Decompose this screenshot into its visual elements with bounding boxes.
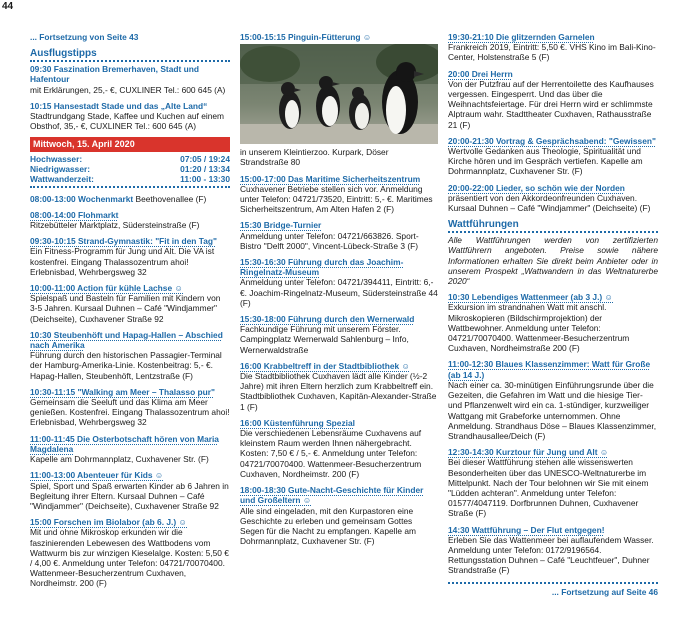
list-item [448, 183, 658, 214]
event-body: Spiel, Sport und Spaß erwarten Kinder ab 6 Jahren in Begleitung ihrer Eltern. Kursaal Duhnen – Café "Windjammer" (Deichseite), Cuxhavener Straße 92 [30, 480, 229, 511]
list-item [30, 236, 230, 277]
event-body: Mit und ohne Mikroskop erkunden wir die faszinierenden Lebewesen des Wattbodens vom Wattwurm bis zur winzigen Kieselalge. Kosten: 5,50 € / 4,00 €. Anmeldung unter Telefon: 04721/70070400. Wattenmeer-Besucherzentrum Cuxhaven, Nordheimstr. 200 (F) [30, 527, 229, 589]
event-body: Ein Fitness-Programm für Jung und Alt. Die VA ist kostenfrei. Eingang Thalassozentrum ahoi! Erlebnisbad, Wehrbergsweg 32 [30, 246, 215, 277]
list-item [240, 257, 438, 308]
list-item [448, 525, 658, 576]
list-item [240, 32, 438, 168]
event-body: mit Erklärungen, 25,- €, CUXLINER Tel.: 600 645 (A) [30, 84, 226, 95]
event-body: Gemeinsam die Seeluft und das Klima am Meer genießen. Kostenfrei. Eingang Thalassozentrum ahoi! Erlebnisbad, Wehrbergsweg 32 [30, 397, 230, 428]
tide-value: 01:20 / 13:34 [180, 163, 230, 174]
event-body: Cuxhavener Betriebe stellen sich vor. Anmeldung unter Telefon: 04721/73520, Eintritt: 5,- €. Maritimes Sicherheitszentrum, Am Alten Hafen 2 (F) [240, 183, 433, 215]
list-item [30, 283, 230, 324]
event-title: 16:00 Krabbeltreff in der Stadtbibliothek ☺ [240, 360, 411, 371]
event-title: 09:30 Faszination Bremerhaven, Stadt und Hafentour [30, 64, 199, 85]
event-body: Ritzebütteler Marktplatz, Südersteinstraße (F) [30, 220, 200, 231]
event-title: 12:30-14:30 Kurztour für Jung und Alt ☺ [448, 447, 609, 458]
list-item [240, 314, 438, 355]
event-title: 15:30-18:00 Führung durch den Wernerwald [240, 314, 415, 325]
list-item [30, 387, 230, 428]
event-body: Kapelle am Dohrmannplatz, Cuxhavener Str. (F) [30, 454, 209, 465]
event-title: 18:00-18:30 Gute-Nacht-Geschichte für Kinder und Großeltern ☺ [240, 485, 424, 506]
event-body: Exkursion im strandnahen Watt mit anschl. Mikroskopieren (Bildschirmprojektion) der Wattbewohner. Anmeldung unter Telefon: 04721/70070400. Wattenmeer-Besucherzentrum Cuxhaven, Nordheimstraße 200 (F) [448, 302, 630, 354]
event-body: Spielspaß und Basteln für Familien mit Kindern von 3-5 Jahren. Kursaal Duhnen – Café "Windjammer" (Deichseite), Cuxhavener Straße 92 [30, 293, 221, 324]
tide-label: Wattwanderzeit: [30, 173, 94, 184]
list-item [448, 32, 658, 63]
list-item [30, 64, 230, 95]
section-wattfuehrungen: Wattführungen [448, 219, 658, 233]
tide-label: Niedrigwasser: [30, 163, 91, 174]
list-item [30, 210, 230, 230]
event-title: 11:00-11:45 Die Osterbotschaft hören von Maria Magdalena [30, 433, 219, 454]
list-item [448, 447, 658, 518]
event-body: Wertvolle Gedanken aus Theologie, Spiritualität und Kirche hören und im Gespräch vertiefen. Kapelle am Dohrmannplatz, Cuxhavener Str. (F) [448, 146, 643, 177]
list-item [240, 220, 438, 251]
event-title: 14:30 Wattführung – Der Flut entgegen! [448, 524, 605, 535]
list-item [240, 418, 438, 479]
event-title: 10:15 Hansestadt Stade und das „Alte Land“ [30, 100, 208, 111]
column-2 [240, 32, 438, 552]
event-title: 10:30 Lebendiges Wattenmeer (ab 3 J.) ☺ [448, 292, 614, 303]
section-ausflugstipps: Ausflugstipps [30, 48, 230, 62]
event-body: Fachkundige Führung mit unserem Förster. Campingplatz Wernerwald Sahlenburg – Info, Wernerwaldstraße [240, 324, 409, 355]
table-row [30, 164, 230, 174]
event-body: Stadtrundgang Stade, Kaffee und Kuchen auf einem Obsthof, 35,- €, CUXLINER Tel.: 600 645 (A) [30, 111, 225, 132]
event-body: Beethovenallee (F) [135, 193, 207, 204]
event-title: 08:00-13:00 Wochenmarkt [30, 193, 134, 204]
event-title: 08:00-14:00 Flohmarkt [30, 209, 119, 220]
table-row [30, 154, 230, 164]
tide-label: Hochwasser: [30, 153, 83, 164]
tides-table [30, 154, 230, 188]
continuation-from[interactable]: ... Fortsetzung von Seite 43 [30, 32, 139, 42]
column-3 [448, 32, 658, 597]
event-title: 15:00-17:00 Das Maritime Sicherheitszentrum [240, 173, 421, 184]
list-item [30, 194, 230, 204]
event-body: Frankreich 2019, Eintritt: 5,50 €. VHS Kino im Bali-Kino-Center, Holstenstraße 5 (F) [448, 42, 656, 63]
date-header: Mittwoch, 15. April 2020 [30, 137, 230, 151]
event-body: präsentiert von den Akkordeonfreunden Cuxhaven. Kursaal Duhnen – Café "Windjammer" (Deichseite) (F) [448, 192, 651, 214]
event-title: 20:00-21:30 Vortrag & Gesprächsabend: "Gewissen" [448, 135, 656, 146]
event-body: Anmeldung unter Telefon: 04721/394411, Eintritt: 6,- €. Joachim-Ringelnatz-Museum, Südersteinstraße 44 (F) [240, 277, 438, 308]
list-item [30, 330, 230, 381]
table-row [30, 174, 230, 184]
event-title: 15:30 Bridge-Turnier [240, 220, 322, 231]
event-title: 10:00-11:00 Action für kühle Lachse ☺ [30, 283, 183, 294]
penguins-photo [240, 44, 438, 144]
event-title: 11:00-13:00 Abenteuer für Kids ☺ [30, 470, 164, 481]
event-title: 15:30-16:30 Führung durch das Joachim-Ringelnatz-Museum [240, 257, 404, 278]
event-title: 15:00-15:15 Pinguin-Fütterung ☺ [240, 32, 372, 42]
event-body: Bei dieser Wattführung stehen alle wissenswerten Besonderheiten über das UNESCO-Weltnaturerbe im Mittelpunkt. Nach der Tour belohnen wir Sie mit einem "Lüdden achteran". Anmeldung unter Telefon: 01577/4047119. Dorfbrunnen Duhnen, Cuxhavener Straße (F) [448, 457, 649, 519]
list-item [240, 485, 438, 546]
event-body: Führung durch den historischen Passagier-Terminal der Hamburg-Amerika-Linie. Kostenbeitrag: 5,- €. Hapag-Hallen, Steubenhöft, Lentzstraße (F) [30, 350, 222, 381]
tide-value: 07:05 / 19:24 [180, 153, 230, 164]
list-item [30, 434, 230, 465]
event-body: Die Stadtbibliothek Cuxhaven lädt alle Kinder (½-2 Jahre) mit ihren Eltern herzlich zum Krabbeltreff ein. Stadtbibliothek Cuxhaven, Kapitän-Alexander-Straße 1 (F) [240, 371, 437, 412]
page-number: 44 [2, 1, 14, 12]
list-item [30, 470, 230, 511]
event-title: 09:30-10:15 Strand-Gymnastik: "Fit in den Tag" [30, 236, 217, 247]
event-title: 11:00-12:30 Blaues Klassenzimmer: Watt für Große (ab 14 J.) [448, 359, 651, 380]
list-item [448, 359, 658, 441]
event-body: Erleben Sie das Wattenmeer bei auflaufendem Wasser. Anmeldung unter Telefon: 0172/9196564. Rettungsstation Duhnen – Café "Leuchtfeuer", Duhner Strandstraße (F) [448, 534, 654, 576]
event-title: 20:00 Drei Herrn [448, 68, 513, 79]
event-body: Anmeldung unter Telefon: 04721/663826. Sport-Bistro "Delft 2000", Vincent-Lübeck-Straße 3 (F) [240, 230, 419, 251]
event-title: 10:30-11:15 "Walking am Meer – Thalasso pur" [30, 386, 215, 397]
event-title: 20:00-22:00 Lieder, so schön wie der Norden [448, 182, 625, 193]
event-title: 19:30-21:10 Die glitzernden Garnelen [448, 32, 595, 42]
section-intro: Alle Wattführungen werden von zertifizierten Wattführern angeboten. Preise sowie nähere Informationen erhalten Sie direkt beim Anbieter oder in unserem Prospekt „Wattwandern in das Weltnaturerbe 2020“ [448, 235, 658, 287]
event-body: Die verschiedenen Lebensräume Cuxhavens auf kleinstem Raum werden Ihnen nähergebracht. Kosten: 7,50 € / 5,- €. Anmeldung unter Telefon: 04721/70070400. Wattenmeer-Besucherzentrum Cuxhaven, Nordheimstr. 200 (F) [240, 428, 422, 479]
event-body: Von der Putzfrau auf der Herrentoilette des Kaufhauses vergessen. Eingesperrt. Und das über die Weihnachtsfeiertage. Für drei Herrn wird er schlimmste Alptraum wahr. Stadttheater Cuxhaven, Rathausstraße 21 (F) [448, 78, 654, 130]
event-body: Alle sind eingeladen, mit den Kurpastoren eine Geschichte zu erleben und gemeinsam Gottes Segen für die Nacht zu empfangen. Kapelle am Dohrmannplatz, Cuxhavener Str. (F) [240, 505, 416, 547]
list-item [240, 174, 438, 215]
event-title: 10:30 Steubenhöft und Hapag-Hallen – Abschied nach Amerika [30, 329, 223, 351]
list-item [30, 101, 230, 132]
list-item [448, 136, 658, 177]
list-item [240, 361, 438, 412]
event-body: Nach einer ca. 30-minütigen Einführungsrunde über die Gezeiten, die Gefahren im Watt und die hiesige Tier- und Pflanzenwelt wird ein ca. 1-stündiger, kurzweiliger Wattgang mit Grabeforke unternommen. Ohne Anmeldung. Strandhaus Döse – Blaues Klassenzimmer, Strandhausallee/Deich (F) [448, 379, 657, 441]
tide-value: 11:00 - 13:30 [180, 173, 230, 184]
event-title: 15:00 Forschen im Biolabor (ab 6. J.) ☺ [30, 517, 188, 528]
event-body: in unserem Kleintierzoo. Kurpark, Döser Strandstraße 80 [240, 147, 389, 168]
event-title: 16:00 Küstenführung Spezial [240, 417, 355, 428]
list-item [448, 69, 658, 130]
list-item [30, 517, 230, 588]
column-1 [30, 32, 230, 595]
continuation-to[interactable]: ... Fortsetzung auf Seite 46 [448, 582, 658, 597]
list-item [448, 292, 658, 353]
